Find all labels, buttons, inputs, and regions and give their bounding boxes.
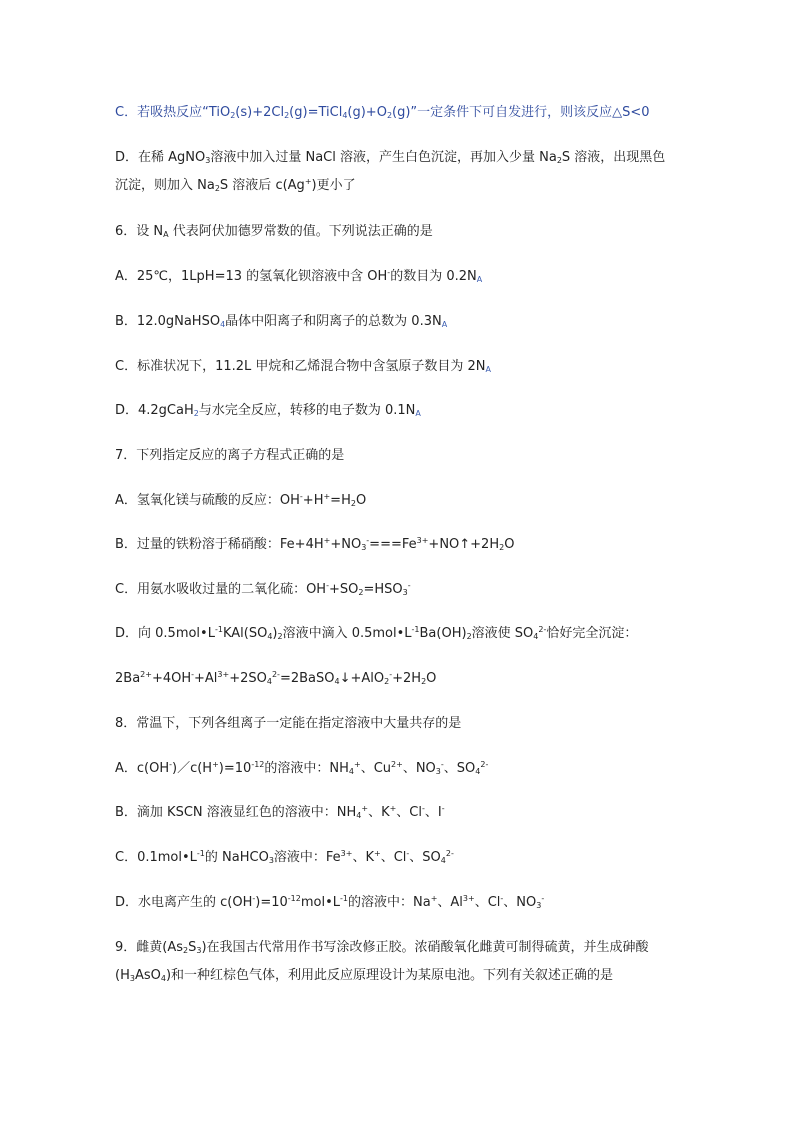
option-5c: C．若吸热反应“$TiO_2(s)+2Cl_2(g)=TiCl_4(g)+O_2(g)$”一定条件下可自发进行，则该反应△S<0 [115,105,650,120]
option-8c: C．$0.1mol•L^{-1}$的 NaHCO$_3$溶液中：$Fe^{3+}$、K+、Cl-、$SO_4^{2-}$ [115,849,454,865]
option-5d-line2: 沉淀，则加入 $Na_2S$ 溶液后 c(Ag+)更小了 [115,177,356,193]
option-7d-line2: $2Ba^{2+}+4OH^-+Al^{3+}+2SO_4^{2-}=2BaSO_4↓+AlO_2^-+2H_2O$ [115,670,437,686]
option-6c: C．标准状况下，11.2L 甲烷和乙烯混合物中含氢原子数目为 $2N_A$ [115,359,492,374]
option-6d: D．4.2gCaH$_2$与水完全反应，转移的电子数为 $0.1N_A$ [115,403,421,418]
option-5d-line1: D．在稀 AgNO$_3$溶液中加入过量 NaCl 溶液，产生白色沉淀，再加入少量 $Na_2S$ 溶液，出现黑色 [115,150,666,165]
option-8b: B．滴加 KSCN 溶液显红色的溶液中：$NH_4^+$、K+、Cl-、I- [115,804,445,820]
question-9-line2: $(H_3AsO_4)$和一种红棕色气体，利用此反应原理设计为某原电池。下列有关叙述正确的是 [115,968,614,983]
question-9-line1: 9．雌黄$(As_2S_3)$在我国古代常用作书写涂改修正胶。浓硝酸氧化雌黄可制得硫黄，并生成砷酸 [115,940,649,955]
option-7d-line1: D．向 $0.5mol•L^{-1}KAl(SO_4)_2$溶液中滴入 $0.5mol•L^{-1}Ba(OH)_2$溶液使 $SO_4^{2-}$恰好完全沉淀： [115,625,638,641]
question-7: 7．下列指定反应的离子方程式正确的是 [115,448,345,463]
option-8a: A．$c(OH^-)/c(H^+)=10^{-12}$的溶液中：$NH_4^+$、$Cu^{2+}$、$NO_3^-$、$SO_4^{2-}$ [115,760,489,776]
option-6b: B．12.0gNaHSO$_4$晶体中阳离子和阴离子的总数为 $0.3N_A$ [115,314,448,329]
option-7a: A．氢氧化镁与硫酸的反应：$OH^-+H^+=H_2O$ [115,492,367,508]
option-7b: B．过量的铁粉溶于稀硝酸：$Fe+4H^++NO_3^-===Fe^{3+}+NO↑+2H_2O$ [115,536,515,552]
question-6: 6．设 $N_A$ 代表阿伏加德罗常数的值。下列说法正确的是 [115,224,433,239]
option-6a: A．25℃，1LpH=13 的氢氧化钡溶液中含 OH-的数目为 $0.2N_A$ [115,268,483,284]
question-8: 8．常温下，下列各组离子一定能在指定溶液中大量共存的是 [115,716,462,731]
option-7c: C．用氨水吸收过量的二氧化硫：$OH^-+SO_2=HSO_3^-$ [115,581,411,597]
option-8d: D．水电离产生的 $c(OH^-)=10^{-12}mol•L^{-1}$的溶液中：Na+、$Al^{3+}$、Cl-、$NO_3^-$ [115,894,545,910]
